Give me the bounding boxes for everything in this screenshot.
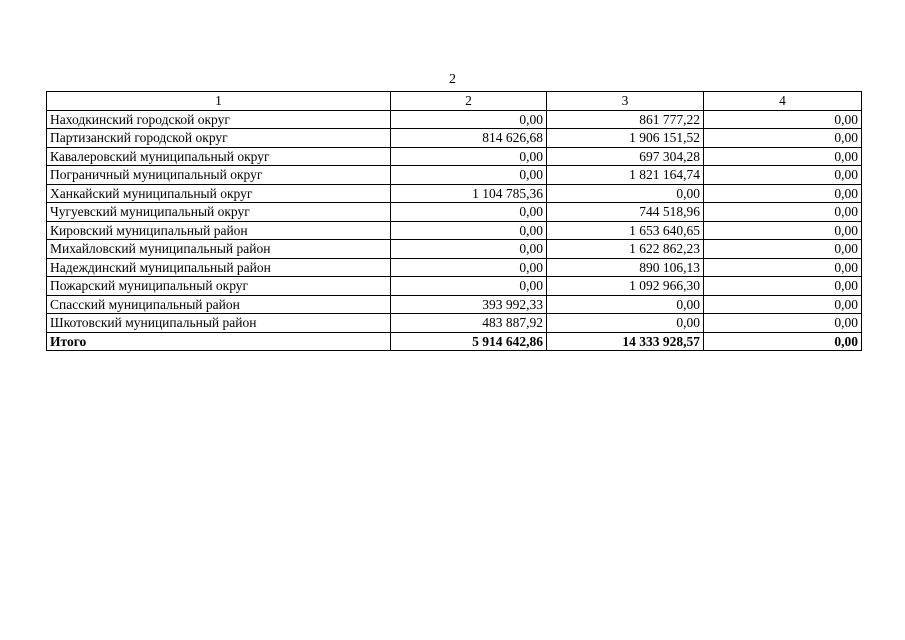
- value-col-3: 1 092 966,30: [547, 277, 704, 296]
- table-row: [47, 147, 862, 166]
- table-row: [47, 110, 862, 129]
- municipality-name: Находкинский городской округ: [47, 110, 391, 129]
- table-row: [47, 129, 862, 148]
- value-col-2: 0,00: [391, 277, 547, 296]
- total-col-2: 5 914 642,86: [391, 332, 547, 351]
- table-row: [47, 258, 862, 277]
- value-col-2: 1 104 785,36: [391, 184, 547, 203]
- value-col-4: 0,00: [704, 184, 862, 203]
- value-col-4: 0,00: [704, 166, 862, 185]
- value-col-2: 0,00: [391, 240, 547, 259]
- value-col-2: 0,00: [391, 258, 547, 277]
- table-row: [47, 166, 862, 185]
- value-col-4: 0,00: [704, 295, 862, 314]
- total-row: [47, 332, 862, 351]
- value-col-3: 861 777,22: [547, 110, 704, 129]
- value-col-2: 814 626,68: [391, 129, 547, 148]
- value-col-2: 483 887,92: [391, 314, 547, 333]
- value-col-4: 0,00: [704, 147, 862, 166]
- table-row: [47, 184, 862, 203]
- page-number: 2: [449, 72, 456, 87]
- value-col-4: 0,00: [704, 258, 862, 277]
- municipality-name: Михайловский муниципальный район: [47, 240, 391, 259]
- table-row: [47, 295, 862, 314]
- municipality-name: Партизанский городской округ: [47, 129, 391, 148]
- municipality-name: Кавалеровский муниципальный округ: [47, 147, 391, 166]
- column-header-2: 2: [391, 92, 547, 111]
- value-col-4: 0,00: [704, 314, 862, 333]
- value-col-4: 0,00: [704, 129, 862, 148]
- municipality-name: Шкотовский муниципальный район: [47, 314, 391, 333]
- value-col-3: 890 106,13: [547, 258, 704, 277]
- value-col-3: 0,00: [547, 295, 704, 314]
- value-col-2: 0,00: [391, 147, 547, 166]
- value-col-4: 0,00: [704, 203, 862, 222]
- value-col-2: 393 992,33: [391, 295, 547, 314]
- value-col-3: 1 821 164,74: [547, 166, 704, 185]
- value-col-3: 1 622 862,23: [547, 240, 704, 259]
- table-row: [47, 221, 862, 240]
- municipality-name: Ханкайский муниципальный округ: [47, 184, 391, 203]
- column-header-4: 4: [704, 92, 862, 111]
- table-row: [47, 240, 862, 259]
- value-col-3: 744 518,96: [547, 203, 704, 222]
- total-col-3: 14 333 928,57: [547, 332, 704, 351]
- value-col-2: 0,00: [391, 221, 547, 240]
- value-col-4: 0,00: [704, 221, 862, 240]
- value-col-2: 0,00: [391, 110, 547, 129]
- municipality-name: Пограничный муниципальный округ: [47, 166, 391, 185]
- column-header-1: 1: [47, 92, 391, 111]
- column-header-3: 3: [547, 92, 704, 111]
- value-col-4: 0,00: [704, 277, 862, 296]
- value-col-2: 0,00: [391, 203, 547, 222]
- municipality-name: Кировский муниципальный район: [47, 221, 391, 240]
- municipality-name: Пожарский муниципальный округ: [47, 277, 391, 296]
- value-col-3: 1 906 151,52: [547, 129, 704, 148]
- municipality-name: Чугуевский муниципальный округ: [47, 203, 391, 222]
- value-col-4: 0,00: [704, 110, 862, 129]
- value-col-3: 0,00: [547, 314, 704, 333]
- table-row: [47, 203, 862, 222]
- header-row: [47, 92, 862, 111]
- value-col-3: 697 304,28: [547, 147, 704, 166]
- value-col-4: 0,00: [704, 240, 862, 259]
- table-row: [47, 314, 862, 333]
- table-row: [47, 277, 862, 296]
- value-col-2: 0,00: [391, 166, 547, 185]
- total-col-4: 0,00: [704, 332, 862, 351]
- budget-table: [46, 91, 862, 351]
- value-col-3: 1 653 640,65: [547, 221, 704, 240]
- municipality-name: Спасский муниципальный район: [47, 295, 391, 314]
- municipality-name: Надеждинский муниципальный район: [47, 258, 391, 277]
- value-col-3: 0,00: [547, 184, 704, 203]
- total-label: Итого: [47, 332, 391, 351]
